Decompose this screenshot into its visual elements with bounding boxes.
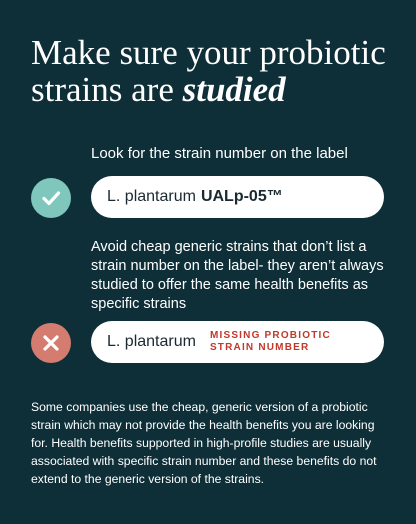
cross-icon: [31, 323, 71, 363]
bad-caption: Avoid cheap generic strains that don’t list a strain number on the label- they aren’t always studied to offer the same health benefits as specific strains: [91, 239, 384, 312]
good-strain-name: L. plantarum: [107, 188, 196, 205]
good-strain-pill: [91, 176, 384, 218]
headline-line2-lead: strains are: [31, 70, 183, 109]
bad-strain-name: L. plantarum: [107, 333, 196, 350]
headline-line1: Make sure your probiotic: [31, 33, 386, 72]
missing-label-line2: STRAIN NUMBER: [209, 342, 310, 353]
headline-emphasis: studied: [182, 70, 286, 109]
good-strain-code: UALp-05™: [200, 188, 283, 205]
missing-label-line1: MISSING PROBIOTIC: [209, 330, 331, 341]
headline: [31, 34, 401, 108]
bad-strain-pill: [91, 321, 384, 363]
footnote: Some companies use the cheap, generic version of a probiotic strain which may not provide the health benefits you are looking for. Health benefits supported in high-profile studies are usually associated with specific strain number and these benefits do not extend to the generic version of the strains.: [31, 400, 377, 486]
check-icon: [31, 178, 71, 218]
missing-strain-number-label: [210, 330, 331, 354]
good-caption: Look for the strain number on the label: [91, 145, 348, 162]
